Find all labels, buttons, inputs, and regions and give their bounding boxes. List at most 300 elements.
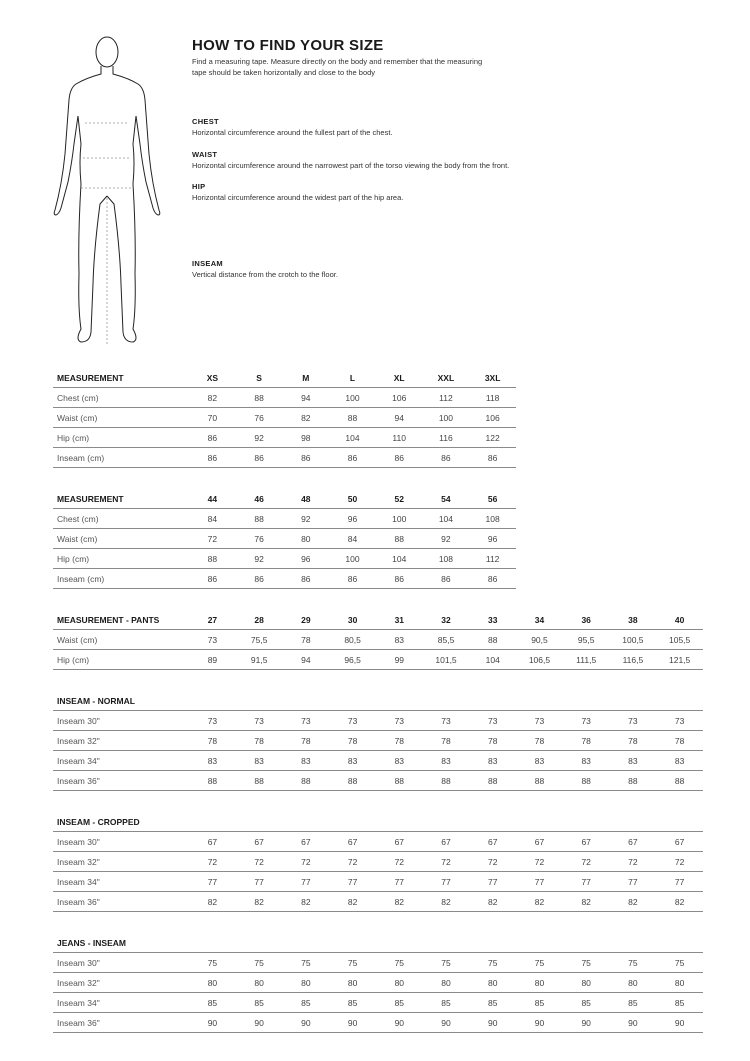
table-cell: 99 (376, 650, 423, 670)
table-cell: 67 (656, 832, 703, 852)
table-cell: 67 (516, 832, 563, 852)
table-cell: 73 (516, 711, 563, 731)
table-row (53, 448, 516, 468)
table-cell: 67 (283, 832, 330, 852)
measure-inseam (192, 259, 338, 280)
table-cell: 106 (376, 388, 423, 408)
table-cell: 77 (516, 872, 563, 892)
table-cell: 73 (376, 711, 423, 731)
table-cell: 72 (610, 852, 657, 872)
table-cell: 80 (610, 973, 657, 993)
table-cell: 80 (423, 973, 470, 993)
table-cell: 121,5 (656, 650, 703, 670)
header-cell: 36 (563, 610, 610, 630)
table-cell: 96 (282, 549, 329, 569)
table-cell: 83 (376, 751, 423, 771)
table-cell: 72 (329, 852, 376, 872)
header-cell: 27 (189, 610, 236, 630)
table-cell: 100,5 (610, 630, 657, 650)
row-label: Inseam 30" (53, 832, 189, 852)
measure-label: WAIST (192, 150, 218, 159)
header-cell: 50 (329, 489, 376, 509)
table-cell: 75 (656, 953, 703, 973)
row-label: Hip (cm) (53, 650, 189, 670)
header-cell: S (236, 368, 283, 388)
table-cell: 86 (236, 448, 283, 468)
table-cell: 110 (376, 428, 423, 448)
table-cell: 86 (282, 569, 329, 589)
measure-label: INSEAM (192, 259, 223, 268)
header-cell: 52 (376, 489, 423, 509)
table-cell: 82 (563, 892, 610, 912)
table-cell: 73 (236, 711, 283, 731)
table-cell: 90 (189, 1013, 236, 1033)
table-row (53, 569, 516, 589)
table-row (53, 630, 703, 650)
table-cell: 75 (469, 953, 516, 973)
size-table-letter (53, 368, 516, 468)
table-cell: 67 (189, 832, 236, 852)
table-row (53, 872, 703, 892)
table-cell: 75 (376, 953, 423, 973)
header-cell: 56 (469, 489, 516, 509)
table-cell: 88 (610, 771, 657, 791)
table-row (53, 953, 703, 973)
table-row (53, 549, 516, 569)
table-cell: 77 (189, 872, 236, 892)
table-cell: 86 (329, 448, 376, 468)
table-row (53, 428, 516, 448)
table-cell: 86 (423, 448, 470, 468)
table-header-row (53, 489, 516, 509)
table-cell: 90 (469, 1013, 516, 1033)
table-row (53, 388, 516, 408)
table-row (53, 1013, 703, 1033)
table-header-row (53, 812, 703, 832)
table-cell: 78 (283, 731, 330, 751)
table-cell: 85 (329, 993, 376, 1013)
table-cell: 72 (283, 852, 330, 872)
table-cell: 82 (283, 892, 330, 912)
row-label: Chest (cm) (53, 509, 189, 529)
table-row (53, 731, 703, 751)
table-cell: 73 (283, 711, 330, 731)
table-cell: 77 (283, 872, 330, 892)
row-label: Chest (cm) (53, 388, 189, 408)
header-cell: 31 (376, 610, 423, 630)
row-label: Inseam 34" (53, 872, 189, 892)
table-cell: 75 (283, 953, 330, 973)
table-cell: 77 (423, 872, 470, 892)
table-cell: 89 (189, 650, 236, 670)
table-cell: 90 (236, 1013, 283, 1033)
table-row (53, 993, 703, 1013)
table-cell: 72 (236, 852, 283, 872)
table-cell: 100 (423, 408, 470, 428)
table-cell: 118 (469, 388, 516, 408)
row-label: Inseam 30" (53, 953, 189, 973)
table-cell: 73 (656, 711, 703, 731)
table-cell: 78 (610, 731, 657, 751)
header-cell: MEASUREMENT (53, 489, 189, 509)
header-cell: L (329, 368, 376, 388)
table-row (53, 832, 703, 852)
table-cell: 88 (189, 549, 236, 569)
table-cell: 75 (423, 953, 470, 973)
table-cell: 83 (283, 751, 330, 771)
row-label: Inseam (cm) (53, 569, 189, 589)
table-cell: 80 (563, 973, 610, 993)
table-cell: 98 (282, 428, 329, 448)
table-cell: 83 (423, 751, 470, 771)
measure-desc: Horizontal circumference around the fullest part of the chest. (192, 128, 393, 137)
table-cell: 67 (236, 832, 283, 852)
table-cell: 80 (469, 973, 516, 993)
inseam-cropped-table (53, 812, 703, 912)
table-cell: 86 (469, 569, 516, 589)
table-cell: 90,5 (516, 630, 563, 650)
table-cell: 104 (423, 509, 470, 529)
table-cell: 111,5 (563, 650, 610, 670)
size-table-pants (53, 610, 703, 670)
table-cell: 83 (656, 751, 703, 771)
table-cell: 85 (376, 993, 423, 1013)
page-title: HOW TO FIND YOUR SIZE (192, 37, 384, 54)
row-label: Inseam 36" (53, 892, 189, 912)
table-cell: 92 (236, 428, 283, 448)
table-cell: 96,5 (329, 650, 376, 670)
table-row (53, 973, 703, 993)
table-cell: 83 (469, 751, 516, 771)
table-cell: 80 (656, 973, 703, 993)
row-label: Inseam 32" (53, 731, 189, 751)
table-cell: 73 (329, 711, 376, 731)
table-cell: 78 (376, 731, 423, 751)
table-cell: 85 (656, 993, 703, 1013)
table-cell: 86 (236, 569, 283, 589)
table-cell: 104 (469, 650, 516, 670)
table-cell: 94 (282, 388, 329, 408)
table-cell: 75,5 (236, 630, 283, 650)
intro-text: Find a measuring tape. Measure directly on the body and remember that the measuring tape should be taken horizontally and close to the body (192, 57, 483, 77)
table-cell: 78 (563, 731, 610, 751)
row-label: Inseam 36" (53, 1013, 189, 1033)
table-cell: 90 (329, 1013, 376, 1033)
table-cell: 67 (376, 832, 423, 852)
table-cell: 72 (423, 852, 470, 872)
table-cell: 82 (236, 892, 283, 912)
table-cell: 78 (423, 731, 470, 751)
table-cell: 83 (189, 751, 236, 771)
row-label: Hip (cm) (53, 549, 189, 569)
table-cell: 76 (236, 408, 283, 428)
measure-label: HIP (192, 182, 206, 191)
table-cell: 95,5 (563, 630, 610, 650)
table-header-row (53, 368, 516, 388)
measure-label: CHEST (192, 117, 219, 126)
table-row (53, 751, 703, 771)
header-cell: XS (189, 368, 236, 388)
table-cell: 85 (189, 993, 236, 1013)
table-cell: 100 (329, 388, 376, 408)
table-cell: 88 (376, 771, 423, 791)
table-cell: 84 (189, 509, 236, 529)
measure-chest (192, 117, 393, 138)
table-cell: 88 (236, 771, 283, 791)
table-cell: 85 (610, 993, 657, 1013)
table-cell: 80 (189, 973, 236, 993)
table-cell: 76 (236, 529, 283, 549)
table-cell: 90 (610, 1013, 657, 1033)
header-cell: 54 (423, 489, 470, 509)
table-cell: 72 (656, 852, 703, 872)
table-cell: 106 (469, 408, 516, 428)
table-cell: 83 (236, 751, 283, 771)
header-cell: 3XL (469, 368, 516, 388)
table-cell: 101,5 (423, 650, 470, 670)
table-cell: 100 (329, 549, 376, 569)
table-cell: 92 (282, 509, 329, 529)
section-title: INSEAM - CROPPED (53, 812, 703, 832)
table-cell: 75 (610, 953, 657, 973)
table-row (53, 509, 516, 529)
body-outline-figure (48, 34, 166, 346)
table-cell: 80 (282, 529, 329, 549)
table-cell: 88 (329, 771, 376, 791)
table-cell: 86 (282, 448, 329, 468)
table-cell: 80 (329, 973, 376, 993)
table-cell: 85 (423, 993, 470, 1013)
table-cell: 73 (563, 711, 610, 731)
table-cell: 108 (469, 509, 516, 529)
table-cell: 83 (563, 751, 610, 771)
table-cell: 94 (283, 650, 330, 670)
table-cell: 67 (423, 832, 470, 852)
table-cell: 100 (376, 509, 423, 529)
measure-desc: Vertical distance from the crotch to the floor. (192, 270, 338, 279)
table-cell: 82 (282, 408, 329, 428)
table-cell: 85 (469, 993, 516, 1013)
table-cell: 86 (376, 569, 423, 589)
table-cell: 72 (189, 852, 236, 872)
table-cell: 116 (423, 428, 470, 448)
table-cell: 73 (189, 630, 236, 650)
header-cell: 46 (236, 489, 283, 509)
table-cell: 94 (376, 408, 423, 428)
table-cell: 78 (236, 731, 283, 751)
table-cell: 73 (469, 711, 516, 731)
jeans-inseam-table (53, 933, 703, 1033)
table-row (53, 650, 703, 670)
table-cell: 82 (329, 892, 376, 912)
header-cell: XL (376, 368, 423, 388)
table-cell: 77 (236, 872, 283, 892)
table-cell: 80 (236, 973, 283, 993)
table-cell: 80 (283, 973, 330, 993)
table-cell: 88 (423, 771, 470, 791)
table-cell: 67 (563, 832, 610, 852)
table-cell: 82 (516, 892, 563, 912)
table-cell: 75 (563, 953, 610, 973)
table-cell: 88 (283, 771, 330, 791)
table-cell: 85 (283, 993, 330, 1013)
table-cell: 83 (516, 751, 563, 771)
table-header-row (53, 933, 703, 953)
table-cell: 90 (423, 1013, 470, 1033)
measure-waist (192, 150, 509, 171)
table-row (53, 852, 703, 872)
row-label: Hip (cm) (53, 428, 189, 448)
table-row (53, 892, 703, 912)
table-cell: 85 (563, 993, 610, 1013)
row-label: Inseam 30" (53, 711, 189, 731)
row-label: Inseam 36" (53, 771, 189, 791)
table-cell: 96 (469, 529, 516, 549)
table-header-row (53, 610, 703, 630)
table-cell: 72 (516, 852, 563, 872)
table-cell: 88 (469, 630, 516, 650)
table-cell: 75 (236, 953, 283, 973)
table-cell: 67 (610, 832, 657, 852)
table-cell: 75 (329, 953, 376, 973)
table-cell: 67 (329, 832, 376, 852)
table-cell: 88 (236, 509, 283, 529)
table-cell: 70 (189, 408, 236, 428)
table-cell: 77 (469, 872, 516, 892)
table-cell: 82 (376, 892, 423, 912)
table-cell: 105,5 (656, 630, 703, 650)
header-cell: 38 (610, 610, 657, 630)
table-cell: 77 (656, 872, 703, 892)
table-cell: 86 (189, 448, 236, 468)
table-cell: 86 (469, 448, 516, 468)
table-cell: 86 (189, 569, 236, 589)
table-cell: 96 (329, 509, 376, 529)
table-cell: 90 (283, 1013, 330, 1033)
header-cell: MEASUREMENT (53, 368, 189, 388)
header-cell: 34 (516, 610, 563, 630)
table-cell: 78 (283, 630, 330, 650)
table-cell: 90 (563, 1013, 610, 1033)
row-label: Waist (cm) (53, 630, 189, 650)
table-cell: 92 (423, 529, 470, 549)
table-cell: 77 (563, 872, 610, 892)
table-cell: 72 (189, 529, 236, 549)
table-cell: 78 (189, 731, 236, 751)
table-cell: 77 (610, 872, 657, 892)
header-cell: XXL (423, 368, 470, 388)
table-cell: 88 (656, 771, 703, 791)
table-cell: 83 (610, 751, 657, 771)
table-cell: 82 (423, 892, 470, 912)
table-cell: 90 (656, 1013, 703, 1033)
table-cell: 72 (469, 852, 516, 872)
table-cell: 83 (376, 630, 423, 650)
table-cell: 82 (610, 892, 657, 912)
table-cell: 82 (189, 892, 236, 912)
table-cell: 91,5 (236, 650, 283, 670)
table-cell: 78 (656, 731, 703, 751)
header-cell: 32 (423, 610, 470, 630)
table-cell: 88 (329, 408, 376, 428)
header-cell: 28 (236, 610, 283, 630)
row-label: Inseam 32" (53, 852, 189, 872)
header-cell: 33 (469, 610, 516, 630)
header-cell: 29 (283, 610, 330, 630)
table-row (53, 711, 703, 731)
table-cell: 80 (516, 973, 563, 993)
table-cell: 82 (469, 892, 516, 912)
row-label: Waist (cm) (53, 529, 189, 549)
section-title: INSEAM - NORMAL (53, 691, 703, 711)
table-cell: 84 (329, 529, 376, 549)
table-cell: 77 (376, 872, 423, 892)
table-cell: 78 (469, 731, 516, 751)
row-label: Inseam 34" (53, 993, 189, 1013)
table-cell: 82 (656, 892, 703, 912)
header-cell: 40 (656, 610, 703, 630)
size-table-numeric (53, 489, 516, 589)
table-cell: 72 (376, 852, 423, 872)
table-cell: 73 (423, 711, 470, 731)
table-cell: 112 (469, 549, 516, 569)
table-cell: 80 (376, 973, 423, 993)
header-cell: 44 (189, 489, 236, 509)
table-cell: 112 (423, 388, 470, 408)
table-row (53, 771, 703, 791)
measure-hip (192, 182, 403, 203)
table-cell: 104 (376, 549, 423, 569)
table-cell: 73 (610, 711, 657, 731)
table-cell: 67 (469, 832, 516, 852)
table-cell: 88 (236, 388, 283, 408)
header-cell: 30 (329, 610, 376, 630)
table-cell: 90 (516, 1013, 563, 1033)
table-cell: 90 (376, 1013, 423, 1033)
table-cell: 86 (423, 569, 470, 589)
table-cell: 106,5 (516, 650, 563, 670)
table-cell: 86 (189, 428, 236, 448)
table-cell: 77 (329, 872, 376, 892)
table-cell: 78 (329, 731, 376, 751)
table-cell: 88 (189, 771, 236, 791)
table-cell: 86 (329, 569, 376, 589)
header-cell: M (282, 368, 329, 388)
row-label: Waist (cm) (53, 408, 189, 428)
table-cell: 86 (376, 448, 423, 468)
table-cell: 92 (236, 549, 283, 569)
table-cell: 75 (189, 953, 236, 973)
table-row (53, 408, 516, 428)
table-cell: 85,5 (423, 630, 470, 650)
table-cell: 82 (189, 388, 236, 408)
measure-desc: Horizontal circumference around the narrowest part of the torso viewing the body from the front. (192, 161, 510, 170)
table-cell: 83 (329, 751, 376, 771)
table-cell: 80,5 (329, 630, 376, 650)
table-cell: 122 (469, 428, 516, 448)
table-header-row (53, 691, 703, 711)
table-cell: 72 (563, 852, 610, 872)
table-cell: 88 (516, 771, 563, 791)
table-cell: 88 (469, 771, 516, 791)
header-cell: MEASUREMENT - PANTS (53, 610, 189, 630)
table-cell: 85 (516, 993, 563, 1013)
table-cell: 85 (236, 993, 283, 1013)
row-label: Inseam 34" (53, 751, 189, 771)
measure-desc: Horizontal circumference around the widest part of the hip area. (192, 193, 404, 202)
table-cell: 108 (423, 549, 470, 569)
table-row (53, 529, 516, 549)
